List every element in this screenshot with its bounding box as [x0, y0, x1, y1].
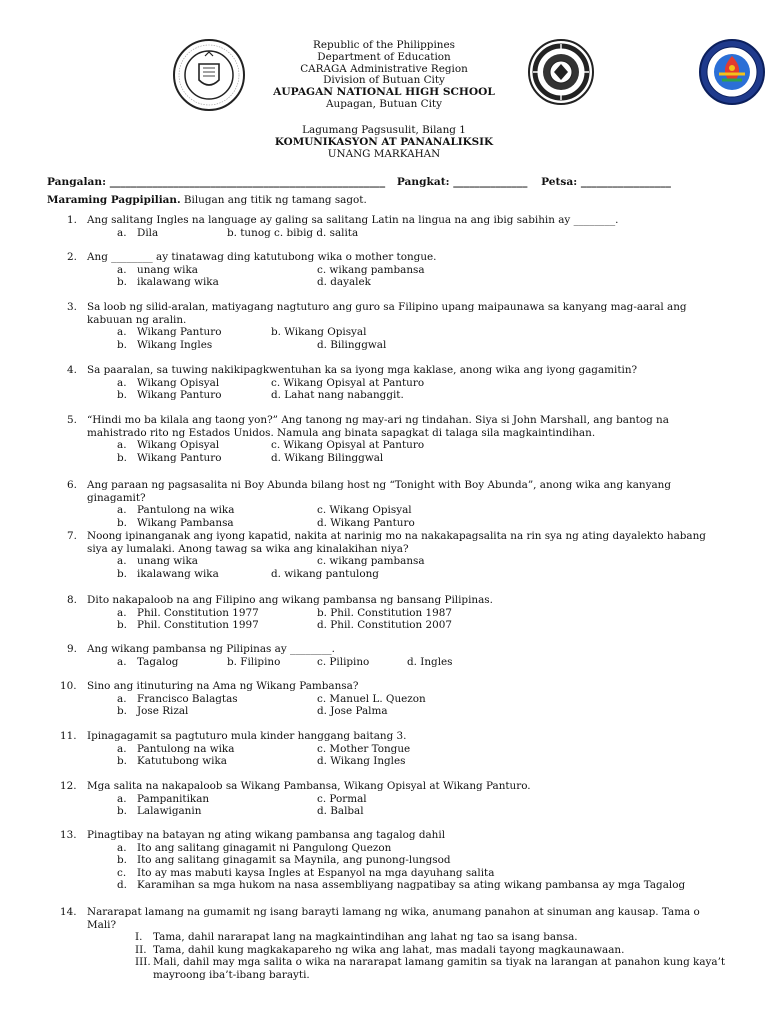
- question-8: [67, 594, 727, 632]
- option-text: Tama, dahil kung magkakapareho ng wika ang lahat, mas madali tayong magkaunawaan.: [153, 943, 625, 956]
- option-text: Karamihan sa mga hukom na nasa assembliyang nagpatibay sa ating wikang pambansa ay mga Tagalog: [137, 879, 686, 892]
- option-letter: a.: [117, 555, 127, 568]
- header-division: Division of Butuan City: [323, 74, 445, 87]
- option-c[interactable]: c. Wikang Opisyal: [317, 504, 412, 517]
- question-text: Pinagtibay na batayan ng ating wikang pambansa ang tagalog dahil: [87, 829, 446, 841]
- option-letter: a.: [117, 692, 127, 705]
- question-7: [67, 530, 727, 580]
- question-text: Sa paaralan, sa tuwing nakikipagkwentuhan ka sa iyong mga kaklase, anong wika ang iyong gagamitin?: [87, 364, 638, 376]
- option-iii[interactable]: [67, 956, 727, 981]
- quarter-title: UNANG MARKAHAN: [327, 147, 441, 160]
- option-b[interactable]: ikalawang wika: [137, 567, 219, 580]
- option-bcd[interactable]: b. tunog c. bibig d. salita: [227, 226, 359, 239]
- school-address: Aupagan, Butuan City: [326, 97, 442, 110]
- option-letter: b.: [117, 755, 127, 768]
- question-text: Sa loob ng silid-aralan, matiyagang nagtuturo ang guro sa Filipino upang maipaunawa sa kanyang mag-aaral ang kabuuan ng aralin.: [87, 301, 687, 326]
- option-letter: a.: [117, 326, 127, 339]
- question-6: [67, 479, 727, 529]
- option-letter: a.: [117, 226, 127, 239]
- option-letter: a.: [117, 376, 127, 389]
- option-b[interactable]: b. Wikang Opisyal: [271, 326, 367, 339]
- option-d[interactable]: d. Bilinggwal: [317, 338, 387, 351]
- header-department: Department of Education: [317, 50, 451, 63]
- question-text: Sino ang itinuturing na Ama ng Wikang Pambansa?: [87, 680, 359, 692]
- option-a[interactable]: Dila: [137, 226, 159, 239]
- option-d[interactable]: d. Ingles: [407, 655, 453, 668]
- option-c[interactable]: c. Manuel L. Quezon: [317, 692, 426, 705]
- option-c[interactable]: c. wikang pambansa: [317, 263, 425, 276]
- option-b[interactable]: Wikang Panturo: [137, 389, 222, 402]
- option-d[interactable]: d. Wikang Ingles: [317, 755, 406, 768]
- option-b[interactable]: ikalawang wika: [137, 276, 219, 289]
- option-a[interactable]: Wikang Opisyal: [137, 376, 220, 389]
- option-a[interactable]: Pampanitikan: [137, 792, 210, 805]
- question-text: Nararapat lamang na gumamit ng isang barayti lamang ng wika, anumang panahon at sinuman ang kausap. Tama o Mali?: [87, 906, 700, 931]
- question-13: [60, 829, 727, 892]
- option-b[interactable]: Wikang Panturo: [137, 451, 222, 464]
- question-number: 12.: [60, 780, 77, 792]
- option-d[interactable]: d. Wikang Bilinggwal: [271, 451, 384, 464]
- option-letter: b.: [117, 451, 127, 464]
- question-10: [60, 680, 727, 718]
- question-14: [60, 906, 727, 982]
- option-d[interactable]: d. wikang pantulong: [271, 567, 379, 580]
- option-letter: b.: [117, 338, 127, 351]
- question-number: 14.: [60, 906, 77, 918]
- option-numeral: I.: [135, 931, 143, 944]
- option-ii[interactable]: [67, 944, 727, 957]
- option-a[interactable]: unang wika: [137, 555, 198, 568]
- header-region: CARAGA Administrative Region: [300, 62, 468, 75]
- option-a[interactable]: Phil. Constitution 1977: [137, 606, 259, 619]
- question-number: 13.: [60, 829, 77, 841]
- option-letter: b.: [117, 567, 127, 580]
- date-field[interactable]: Petsa: _________________: [541, 176, 671, 188]
- option-d[interactable]: d. Balbal: [317, 805, 364, 818]
- option-b[interactable]: Lalawiganin: [137, 805, 202, 818]
- school-name: AUPAGAN NATIONAL HIGH SCHOOL: [273, 86, 495, 99]
- option-text: Ito ang salitang ginagamit sa Maynila, ang punong-lungsod: [137, 854, 451, 867]
- option-a[interactable]: Pantulong na wika: [137, 504, 235, 517]
- option-i[interactable]: [67, 931, 727, 944]
- option-letter: a.: [117, 504, 127, 517]
- option-a[interactable]: [67, 842, 727, 855]
- option-letter: b.: [117, 389, 127, 402]
- option-letter: a.: [117, 655, 127, 668]
- question-text: Ipinagagamit sa pagtuturo mula kinder hanggang baitang 3.: [87, 730, 407, 742]
- option-a[interactable]: Francisco Balagtas: [137, 692, 238, 705]
- question-text: Mga salita na nakapaloob sa Wikang Pambansa, Wikang Opisyal at Wikang Panturo.: [87, 780, 531, 792]
- question-text: Ang wikang pambansa ng Pilipinas ay ________.: [87, 643, 335, 655]
- option-a[interactable]: unang wika: [137, 263, 198, 276]
- option-b[interactable]: b. Filipino: [227, 655, 281, 668]
- options: [67, 227, 727, 240]
- option-b[interactable]: Wikang Ingles: [137, 338, 213, 351]
- option-c[interactable]: c. Pormal: [317, 792, 367, 805]
- question-text: Ang paraan ng pagsasalita ni Boy Abunda bilang host ng “Tonight with Boy Abunda”, anong wika ang kanyang ginagamit?: [87, 479, 671, 504]
- student-info-fields: [47, 176, 688, 189]
- option-text: Ito ay mas mabuti kaysa Ingles at Espanyol na mga dayuhang salita: [137, 866, 495, 879]
- option-b[interactable]: [67, 854, 727, 867]
- option-letter: a.: [117, 841, 127, 854]
- option-d[interactable]: d. Wikang Panturo: [317, 516, 415, 529]
- question-4: [67, 364, 727, 402]
- option-b[interactable]: b. Phil. Constitution 1987: [317, 606, 452, 619]
- question-number: 5.: [67, 414, 77, 426]
- option-text: Tama, dahil nararapat lang na magkaintindihan ang lahat ng tao sa isang bansa.: [153, 931, 578, 944]
- quiz-title: [0, 125, 768, 160]
- option-c[interactable]: c. Wikang Opisyal at Panturo: [271, 439, 425, 452]
- question-number: 11.: [60, 730, 77, 742]
- option-d[interactable]: d. dayalek: [317, 276, 371, 289]
- option-numeral: II.: [135, 943, 147, 956]
- option-letter: b.: [117, 805, 127, 818]
- option-a[interactable]: Wikang Panturo: [137, 326, 222, 339]
- header-republic: Republic of the Philippines: [313, 39, 455, 51]
- option-text: Ito ang salitang ginagamit ni Pangulong Quezon: [137, 841, 392, 854]
- option-c[interactable]: [67, 867, 727, 880]
- option-d[interactable]: d. Jose Palma: [317, 705, 388, 718]
- option-letter: b.: [117, 705, 127, 718]
- question-1: [67, 214, 727, 239]
- option-letter: c.: [117, 866, 127, 879]
- option-letter: a.: [117, 792, 127, 805]
- question-number: 9.: [67, 643, 77, 655]
- option-letter: d.: [117, 879, 127, 892]
- question-3: [67, 301, 727, 351]
- option-c[interactable]: c. Mother Tongue: [317, 742, 411, 755]
- option-c[interactable]: c. wikang pambansa: [317, 555, 425, 568]
- question-number: 10.: [60, 680, 77, 692]
- question-number: 7.: [67, 530, 77, 542]
- option-letter: a.: [117, 439, 127, 452]
- question-text: Ang salitang Ingles na language ay galing sa salitang Latin na lingua na ang ibig sabihin ay ________.: [87, 214, 619, 226]
- instructions-heading: Maraming Pagpipilian.: [47, 194, 181, 206]
- question-text: Ang ________ ay tinatawag ding katutubong wika o mother tongue.: [87, 251, 437, 263]
- option-letter: b.: [117, 854, 127, 867]
- option-a[interactable]: Tagalog: [137, 655, 179, 668]
- option-letter: a.: [117, 263, 127, 276]
- question-text: Noong ipinanganak ang iyong kapatid, nakita at narinig mo na nakakapagsalita na rin sya ng ating dayalekto habang siya ay lumalaki. Anong tawag sa wika ang kinalakihan niya?: [87, 530, 706, 555]
- question-5: [67, 414, 727, 464]
- option-d[interactable]: d. Phil. Constitution 2007: [317, 619, 452, 632]
- option-c[interactable]: c. Pilipino: [317, 655, 370, 668]
- school-header: [0, 40, 768, 111]
- option-b[interactable]: Phil. Constitution 1997: [137, 619, 259, 632]
- question-text: “Hindi mo ba kilala ang taong yon?” Ang tanong ng may-ari ng tindahan. Siya si John Marshall, ang bantog na mahistrado rito ng Estados Unidos. Namula ang binata sapagkat di talaga sila magkaintindihan.: [87, 414, 669, 439]
- option-a[interactable]: Wikang Opisyal: [137, 439, 220, 452]
- option-letter: b.: [117, 276, 127, 289]
- option-b[interactable]: Jose Rizal: [137, 705, 189, 718]
- question-2: [67, 251, 727, 289]
- option-text: Mali, dahil may mga salita o wika na nararapat lamang gamitin sa tiyak na larangan at panahon kung kaya’t mayroong iba’t-ibang barayti.: [153, 956, 726, 981]
- option-d[interactable]: [67, 879, 727, 892]
- instructions-text: Bilugan ang titik ng tamang sagot.: [180, 194, 367, 206]
- question-number: 4.: [67, 364, 77, 376]
- option-b[interactable]: Wikang Pambansa: [137, 516, 234, 529]
- option-numeral: III.: [135, 956, 151, 969]
- question-text: Dito nakapaloob na ang Filipino ang wikang pambansa ng bansang Pilipinas.: [87, 594, 493, 606]
- option-d[interactable]: d. Lahat nang nabanggit.: [271, 389, 404, 402]
- question-number: 3.: [67, 301, 77, 313]
- option-letter: a.: [117, 742, 127, 755]
- question-number: 2.: [67, 251, 77, 263]
- subject-title: KOMUNIKASYON AT PANANALIKSIK: [274, 135, 494, 148]
- quiz-number: Lagumang Pagsusulit, Bilang 1: [302, 124, 466, 136]
- question-12: [60, 780, 727, 818]
- option-letter: a.: [117, 606, 127, 619]
- question-9: [67, 643, 727, 668]
- question-11: [60, 730, 727, 768]
- instructions: [47, 194, 367, 207]
- option-letter: b.: [117, 619, 127, 632]
- section-field[interactable]: Pangkat: ______________: [396, 176, 528, 188]
- option-letter: b.: [117, 516, 127, 529]
- option-b[interactable]: Katutubong wika: [137, 755, 227, 768]
- option-a[interactable]: Pantulong na wika: [137, 742, 235, 755]
- name-field[interactable]: Pangalan: ____________________________________________________: [47, 176, 386, 188]
- question-number: 6.: [67, 479, 77, 491]
- question-number: 8.: [67, 594, 77, 606]
- option-c[interactable]: c. Wikang Opisyal at Panturo: [271, 376, 425, 389]
- question-number: 1.: [67, 214, 77, 226]
